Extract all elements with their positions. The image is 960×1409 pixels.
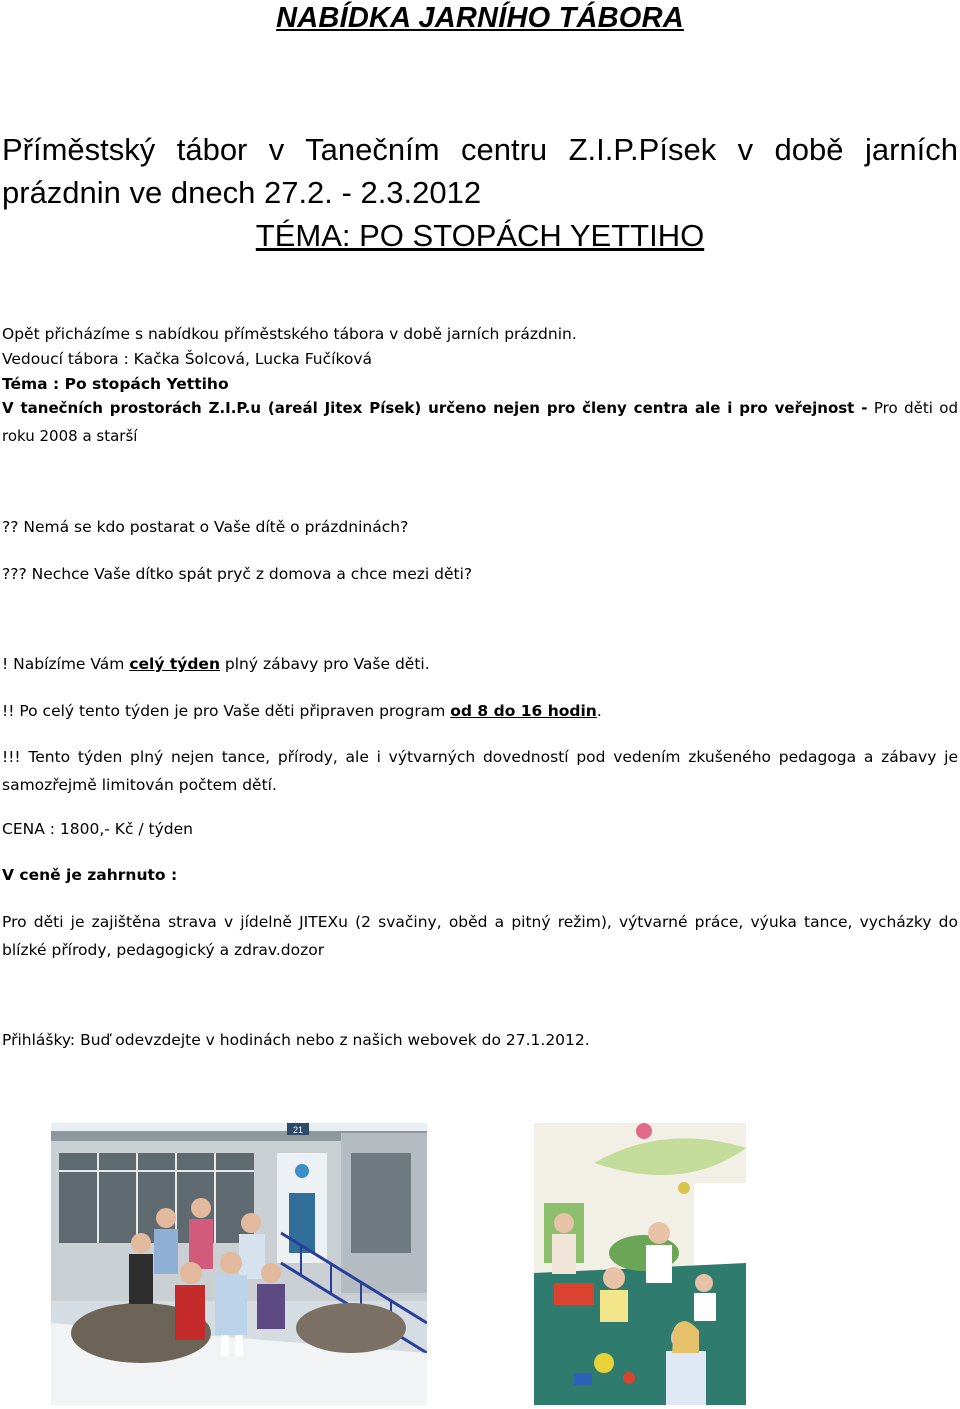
offer-1-pre: ! Nabízíme Vám [2, 655, 130, 673]
offer-1-underlined: celý týden [129, 655, 220, 673]
photo-children-indoors [534, 1123, 746, 1405]
offer-1 [2, 655, 958, 673]
location-paragraph [2, 394, 958, 450]
offer-1-post: plný zábavy pro Vaše děti. [219, 655, 430, 673]
subtitle-line-2: prázdnin ve dnech 27.2. - 2.3.2012 [2, 175, 482, 210]
offer-3: !!! Tento týden plný nejen tance, přírody, ale i výtvarných dovedností pod vedením zkušeného pedagoga a zábavy je samozřejmě limitován počtem dětí. [2, 748, 958, 794]
offer-2-pre: !! Po celý tento týden je pro Vaše děti připraven program [2, 702, 451, 720]
location-bold: V tanečních prostorách Z.I.P.u (areál Jitex Písek) určeno nejen pro členy centra ale i pro veřejnost - [2, 399, 868, 417]
intro-text: Opět přicházíme s nabídkou příměstského tábora v době jarních prázdnin. [2, 325, 577, 343]
theme-heading: TÉMA: PO STOPÁCH YETTIHO [255, 218, 705, 253]
photo-children-outside-drawing [51, 1123, 427, 1405]
applications-text: Přihlášky: Buď odevzdejte v hodinách nebo z našich webovek do 27.1.2012. [2, 1031, 590, 1049]
included-text: Pro děti je zajištěna strava v jídelně JITEXu (2 svačiny, oběd a pitný režim), výtvarné práce, výuka tance, vycházky do blízké přírody, pedagogický a zdrav.dozor [2, 913, 958, 959]
offer-2 [2, 702, 958, 720]
building-number: 21 [292, 1125, 304, 1135]
offer-2-post: . [596, 702, 602, 720]
subtitle-line-1: Příměstský tábor v Tanečním centru Z.I.P.Písek v době jarních [2, 132, 958, 167]
location-rest: Pro děti od roku 2008 a starší [2, 399, 958, 445]
offer-2-underlined: od 8 do 16 hodin [450, 702, 597, 720]
included-heading: V ceně je zahrnuto : [2, 866, 178, 884]
page-title: NABÍDKA JARNÍHO TÁBORA [276, 2, 684, 34]
price-text: CENA : 1800,- Kč / týden [2, 820, 193, 838]
leaders-text: Vedoucí tábora : Kačka Šolcová, Lucka Fučíková [2, 350, 373, 368]
question-1: ?? Nemá se kdo postarat o Vaše dítě o prázdninách? [2, 518, 409, 536]
topic-text: Téma : Po stopách Yettiho [2, 375, 229, 393]
photo-children-outside [51, 1123, 427, 1405]
photo-children-indoors-drawing [534, 1123, 746, 1405]
question-2: ??? Nechce Vaše dítko spát pryč z domova a chce mezi děti? [2, 565, 473, 583]
